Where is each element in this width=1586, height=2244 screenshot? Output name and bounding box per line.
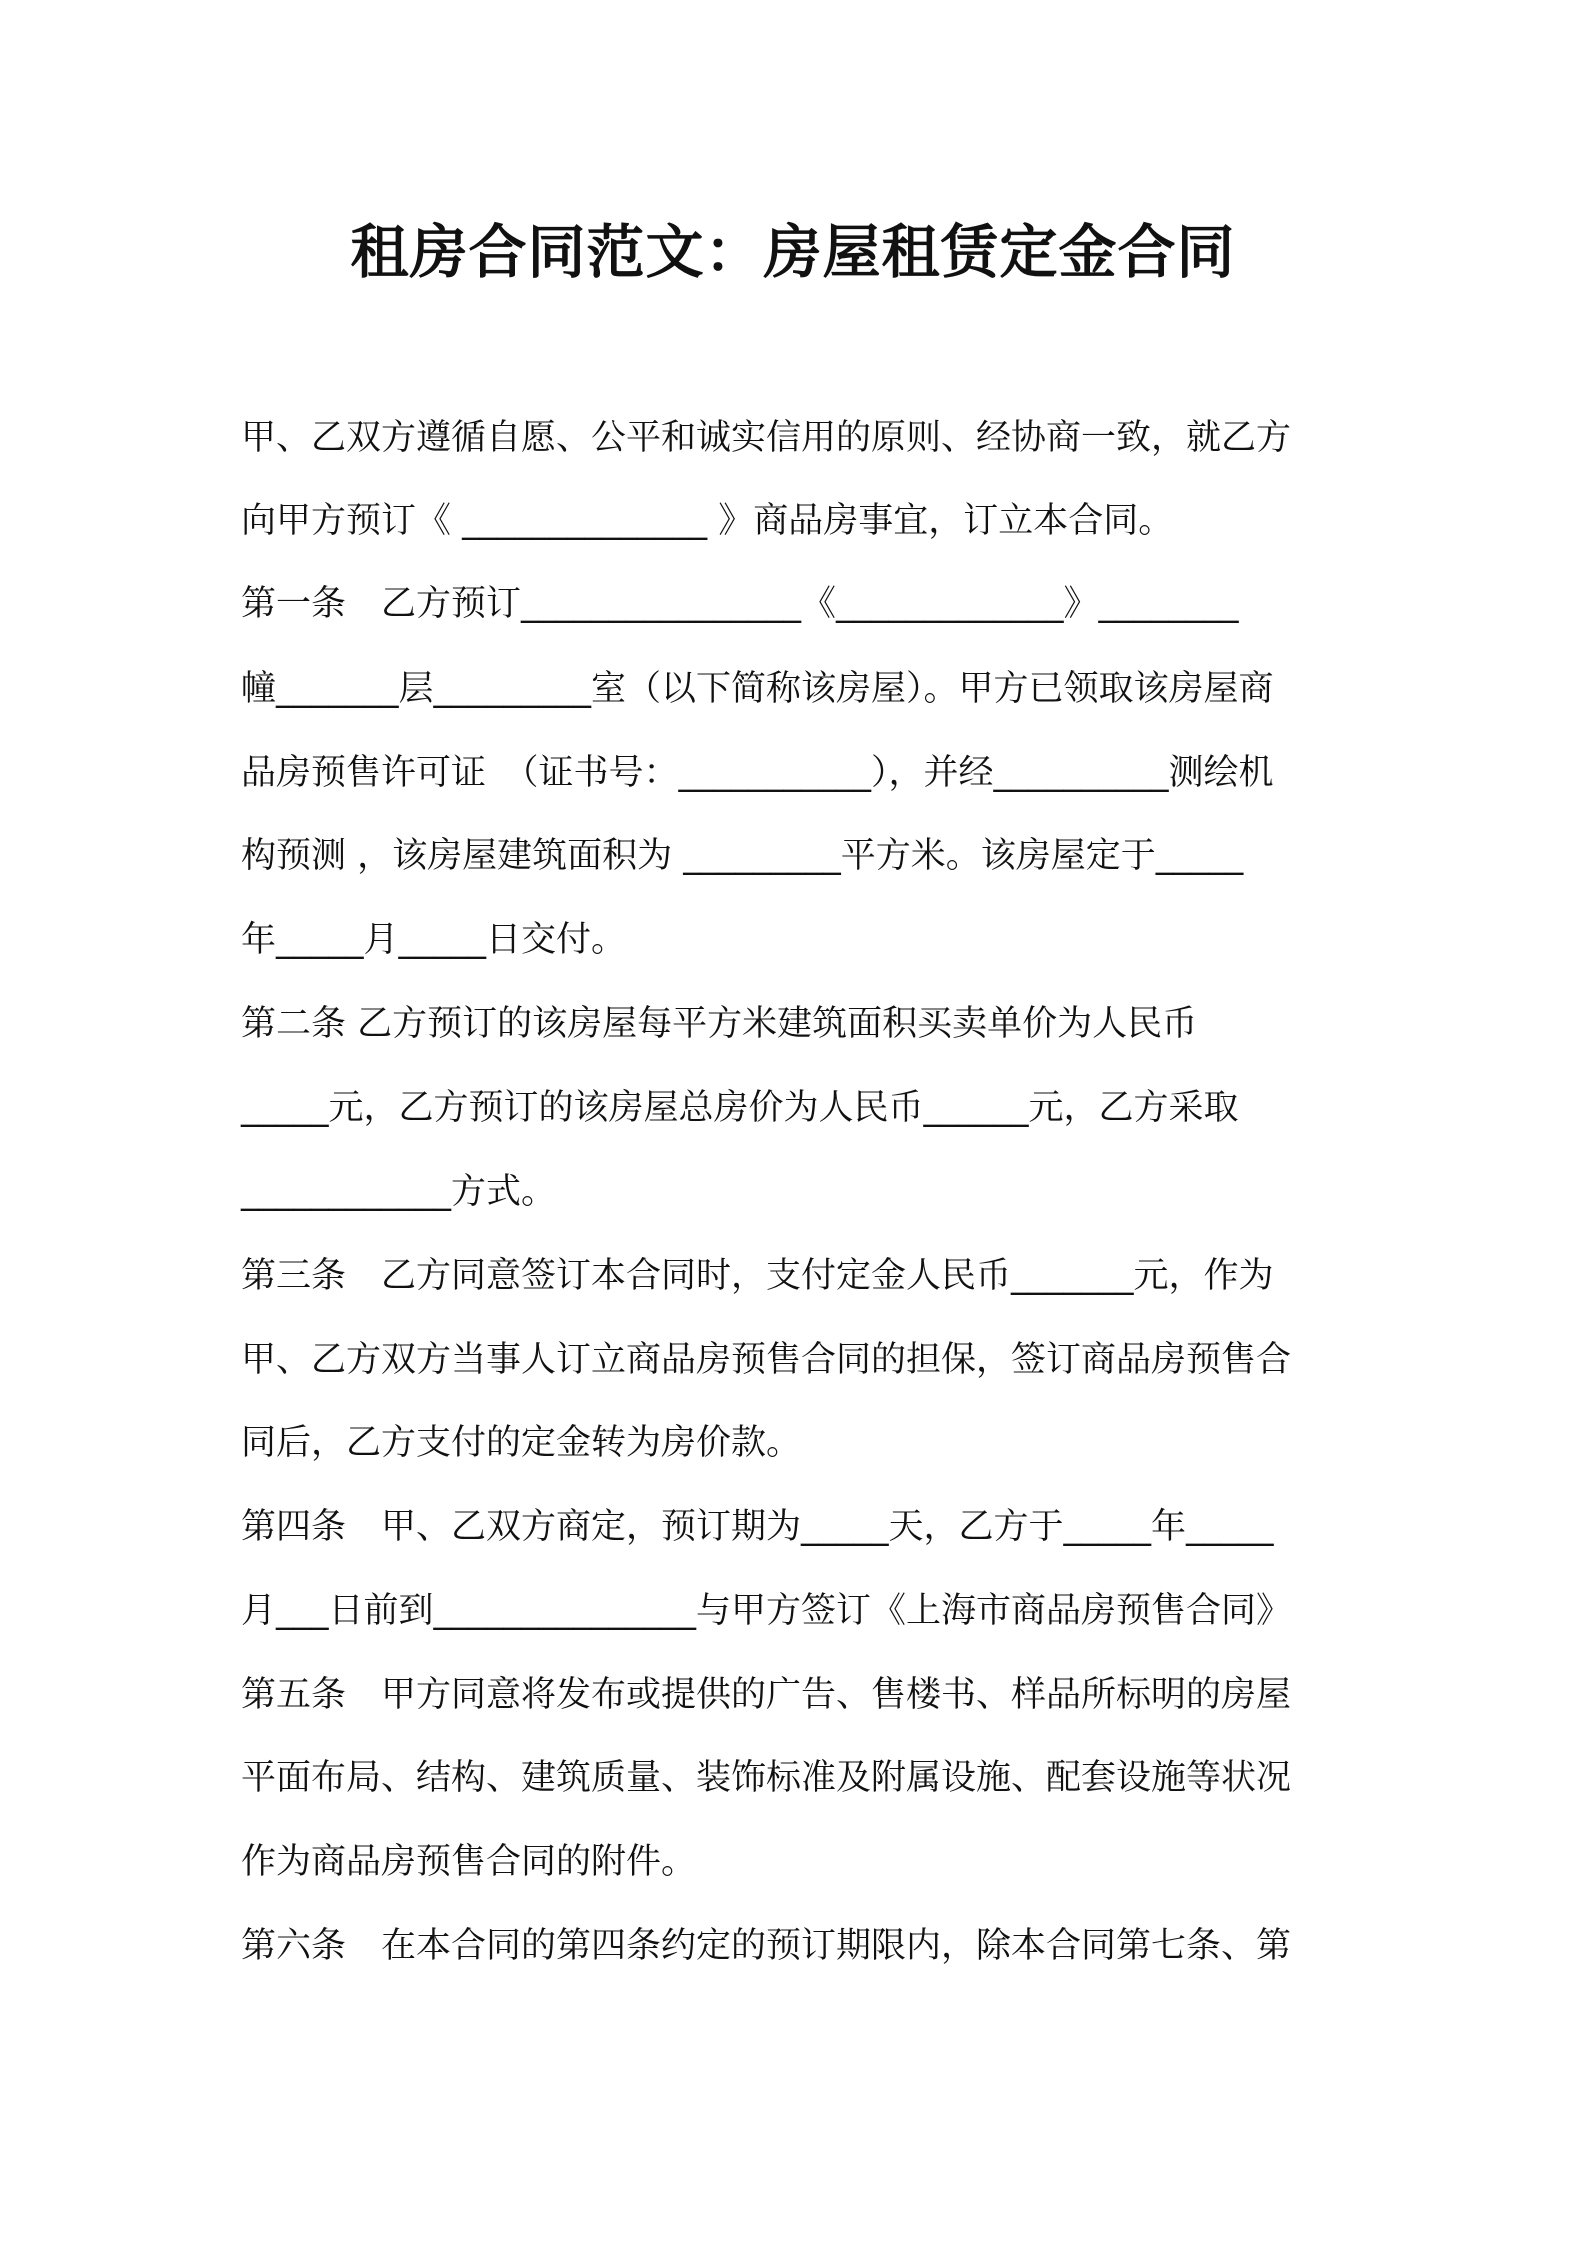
body-line-9: _____元，乙方预订的该房屋总房价为人民币______元，乙方采取 bbox=[241, 1088, 1239, 1128]
body-line-19: 第六条 在本合同的第四条约定的预订期限内，除本合同第七条、第 bbox=[241, 1926, 1292, 1966]
body-line-11: 第三条 乙方同意签订本合同时，支付定金人民币_______元，作为 bbox=[241, 1256, 1274, 1296]
body-line-8: 第二条 乙方预订的该房屋每平方米建筑面积买卖单价为人民币 bbox=[241, 1004, 1198, 1044]
body-line-2: 向甲方预订《 ______________ 》商品房事宜，订立本合同。 bbox=[241, 501, 1174, 541]
body-line-5: 品房预售许可证 （证书号：___________），并经__________测绘机 bbox=[241, 753, 1274, 793]
body-line-17: 平面布局、结构、建筑质量、装饰标准及附属设施、配套设施等状况 bbox=[241, 1758, 1292, 1798]
body-line-13: 同后，乙方支付的定金转为房价款。 bbox=[241, 1423, 802, 1463]
document-title: 租房合同范文：房屋租赁定金合同 bbox=[350, 218, 1236, 286]
body-line-3: 第一条 乙方预订________________《_____________》________ bbox=[241, 584, 1239, 624]
body-line-10: ____________方式。 bbox=[241, 1172, 557, 1212]
body-line-6: 构预测 ，该房屋建筑面积为 _________平方米。该房屋定于_____ bbox=[241, 836, 1244, 876]
body-line-14: 第四条 甲、乙双方商定，预订期为_____天，乙方于_____年_____ bbox=[241, 1507, 1274, 1547]
body-line-7: 年_____月_____日交付。 bbox=[241, 920, 627, 960]
body-line-1: 甲、乙双方遵循自愿、公平和诚实信用的原则、经协商一致，就乙方 bbox=[241, 418, 1292, 458]
body-line-4: 幢_______层_________室（以下简称该房屋）。甲方已领取该房屋商 bbox=[241, 669, 1274, 709]
body-line-18: 作为商品房预售合同的附件。 bbox=[241, 1842, 697, 1882]
body-line-12: 甲、乙方双方当事人订立商品房预售合同的担保，签订商品房预售合 bbox=[241, 1340, 1292, 1380]
body-line-15: 月___日前到_______________与甲方签订《上海市商品房预售合同》 bbox=[241, 1591, 1292, 1631]
body-line-16: 第五条 甲方同意将发布或提供的广告、售楼书、样品所标明的房屋 bbox=[241, 1675, 1292, 1715]
